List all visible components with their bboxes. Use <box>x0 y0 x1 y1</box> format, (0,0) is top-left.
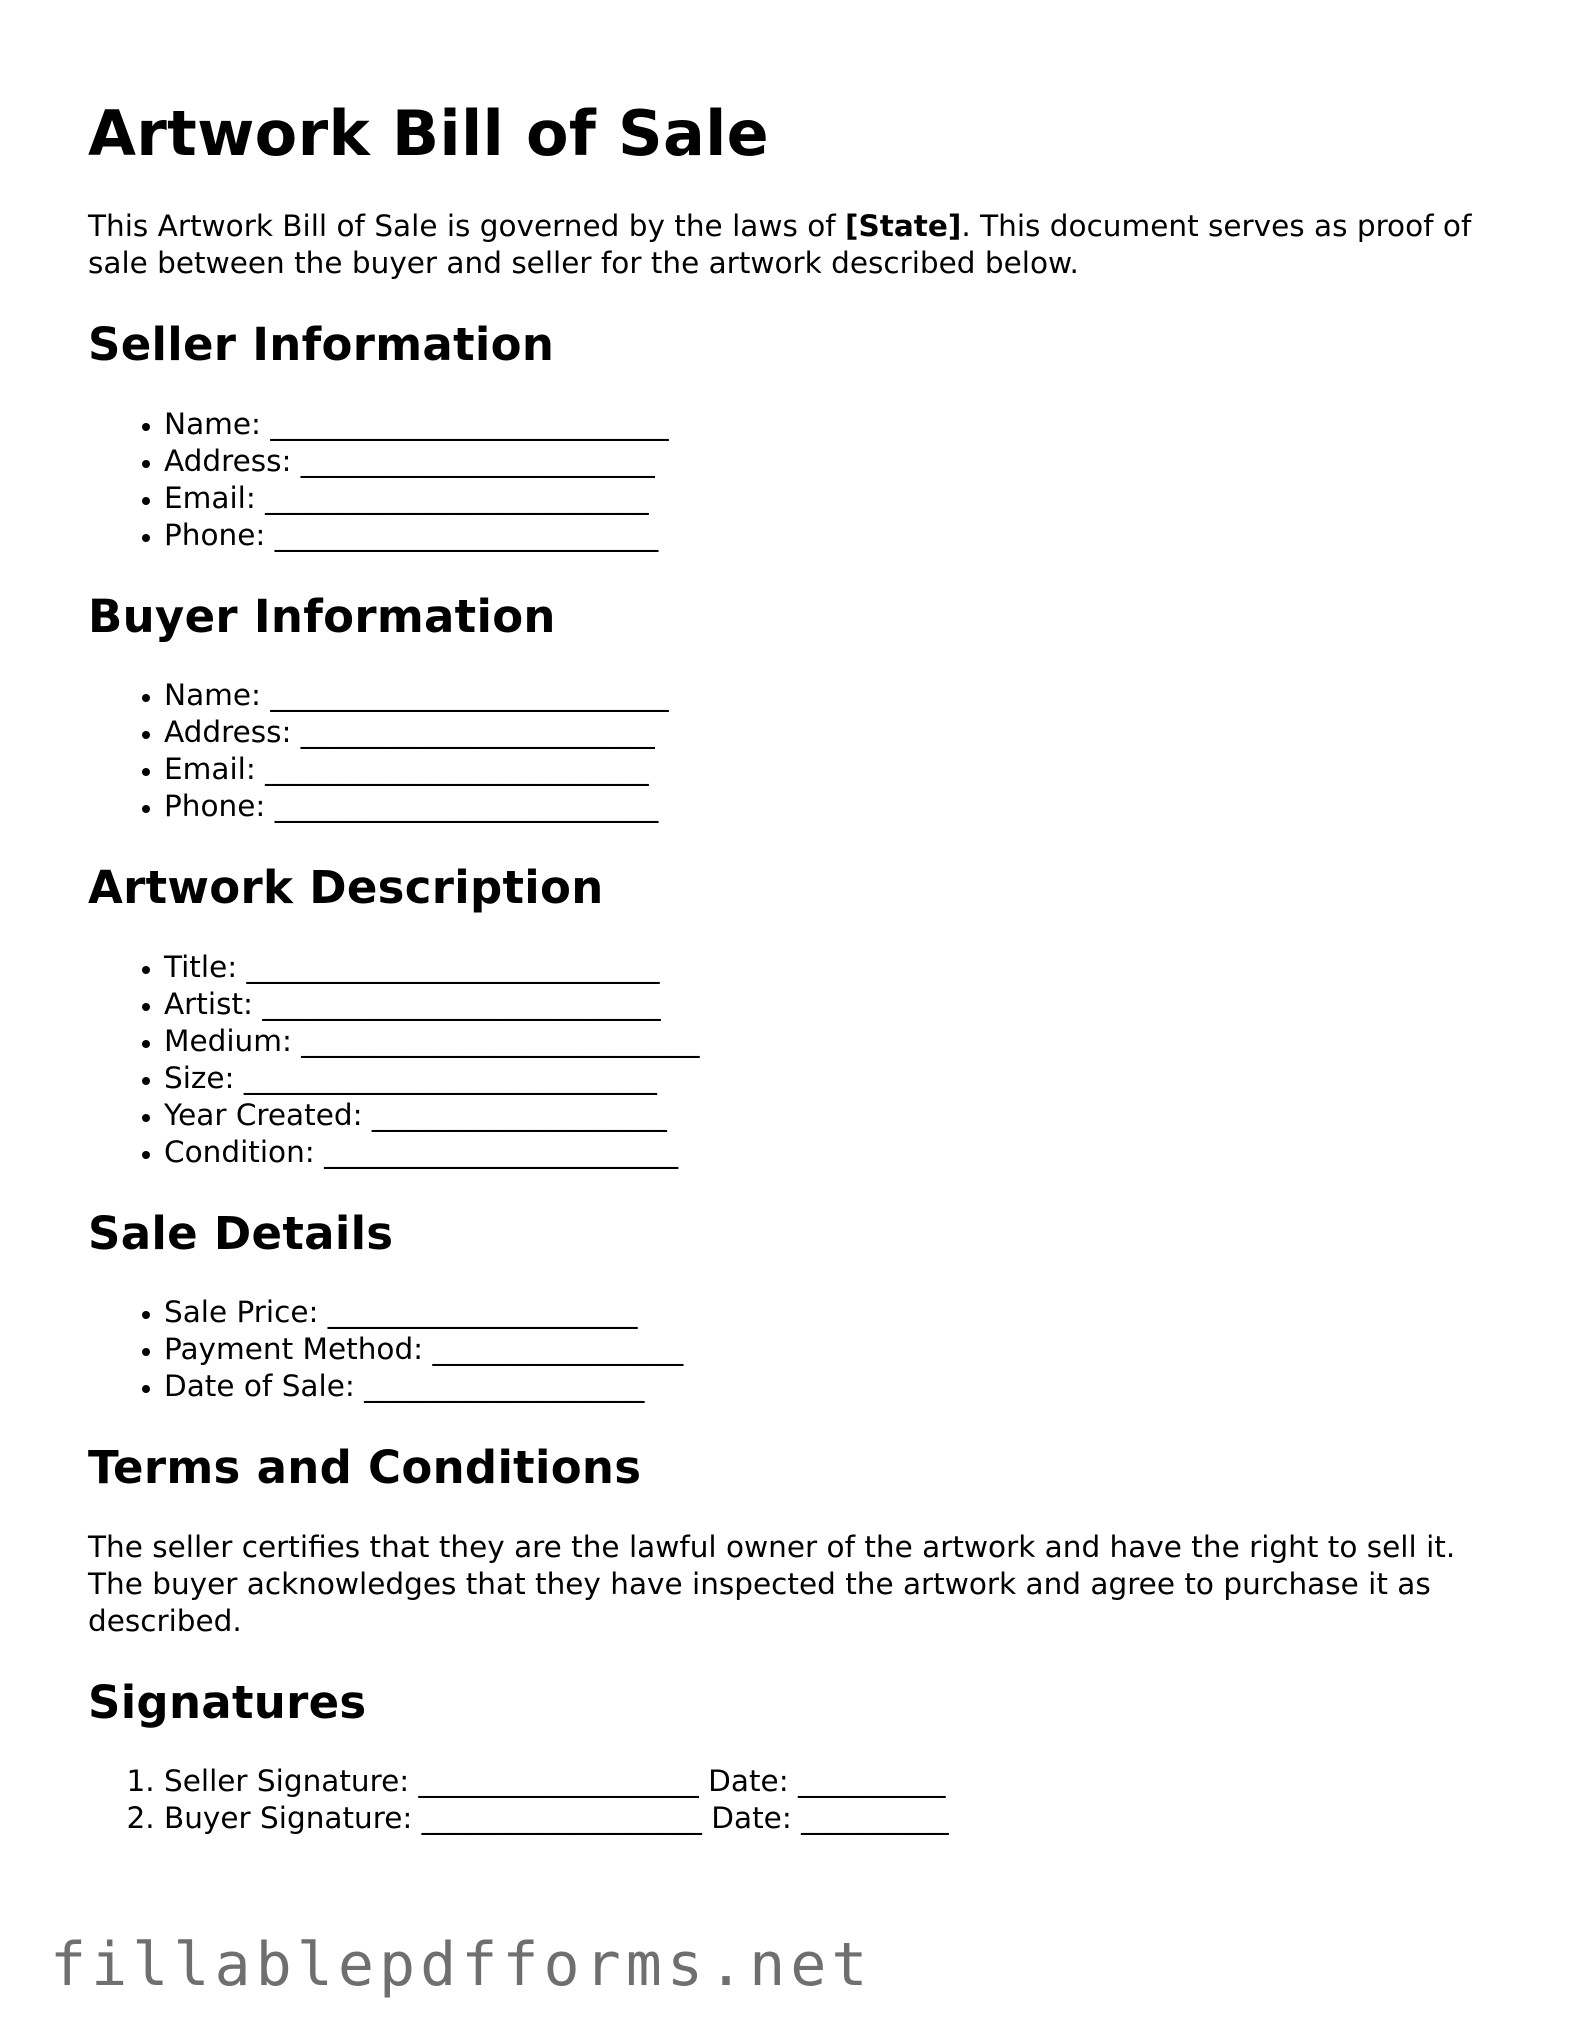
buyer-phone-field: • Phone: __________________________ <box>164 788 1508 825</box>
sale-fields-list <box>88 1294 1508 1405</box>
buyer-signature-field: 2. Buyer Signature: ___________________ Date: __________ <box>164 1800 1508 1837</box>
seller-name-field: • Name: ___________________________ <box>164 406 1508 443</box>
terms-paragraph: The seller certifies that they are the lawful owner of the artwork and have the right to sell it. The buyer acknowledges that they have inspected the artwork and agree to purchase it as described. <box>88 1529 1456 1638</box>
seller-fields-list <box>88 406 1508 554</box>
artwork-fields-list <box>88 949 1508 1171</box>
artwork-condition-field: • Condition: ________________________ <box>164 1134 1508 1171</box>
intro-text-before: This Artwork Bill of Sale is governed by the laws of <box>88 209 846 244</box>
buyer-address-field: • Address: ________________________ <box>164 714 1508 751</box>
seller-phone-field: • Phone: __________________________ <box>164 517 1508 554</box>
signatures-heading: Signatures <box>88 1675 367 1729</box>
artwork-artist-field: • Artist: ___________________________ <box>164 986 1508 1023</box>
state-placeholder: [State] <box>845 209 962 244</box>
artwork-size-field: • Size: ____________________________ <box>164 1060 1508 1097</box>
seller-signature-field: 1. Seller Signature: ___________________ Date: __________ <box>164 1763 1508 1800</box>
artwork-heading: Artwork Description <box>88 861 604 915</box>
buyer-fields-list <box>88 677 1508 825</box>
payment-method-field: • Payment Method: _________________ <box>164 1331 1508 1368</box>
seller-email-field: • Email: __________________________ <box>164 480 1508 517</box>
intro-text-after: . This document serves as proof of sale between the buyer and seller for the artwork described below. <box>88 209 1472 281</box>
signatures-list <box>88 1763 1508 1837</box>
document-page <box>88 97 1508 1875</box>
buyer-name-field: • Name: ___________________________ <box>164 677 1508 714</box>
buyer-email-field: • Email: __________________________ <box>164 751 1508 788</box>
artwork-medium-field: • Medium: ___________________________ <box>164 1023 1508 1060</box>
artwork-year-field: • Year Created: ____________________ <box>164 1097 1508 1134</box>
intro-paragraph <box>88 208 1508 282</box>
seller-address-field: • Address: ________________________ <box>164 443 1508 480</box>
sale-price-field: • Sale Price: _____________________ <box>164 1294 1508 1331</box>
seller-heading: Seller Information <box>88 318 555 372</box>
terms-heading: Terms and Conditions <box>88 1441 642 1495</box>
date-of-sale-field: • Date of Sale: ___________________ <box>164 1368 1508 1405</box>
document-title: Artwork Bill of Sale <box>88 97 770 170</box>
buyer-heading: Buyer Information <box>88 589 556 643</box>
sale-heading: Sale Details <box>88 1206 394 1260</box>
artwork-title-field: • Title: ____________________________ <box>164 949 1508 986</box>
site-watermark: fillablepdfforms.net <box>50 1930 873 2000</box>
